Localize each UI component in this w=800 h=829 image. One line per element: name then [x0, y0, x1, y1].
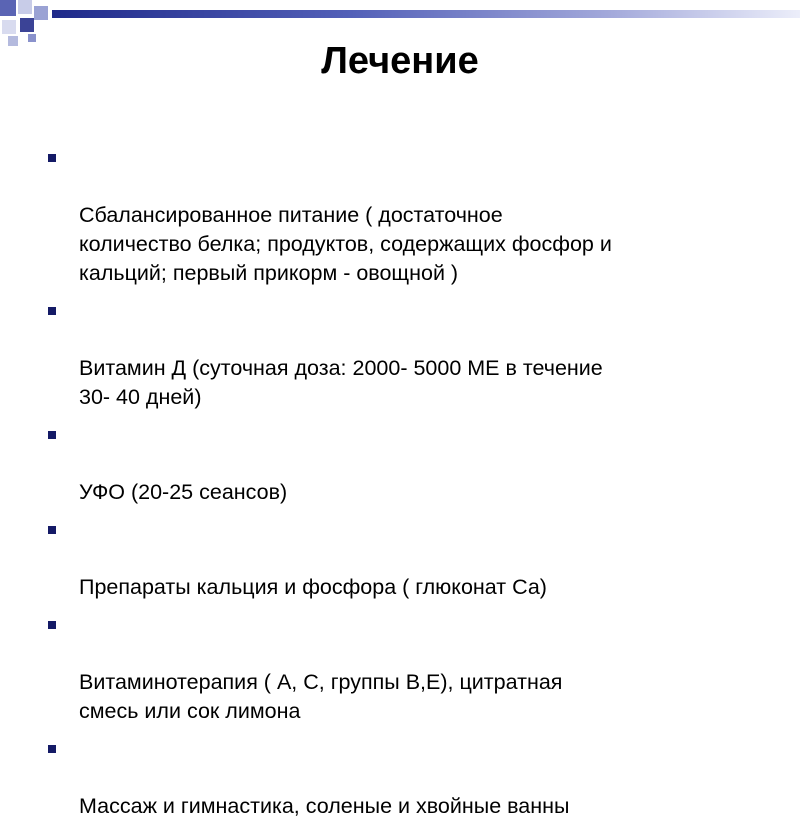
square-bullet-icon [48, 526, 56, 534]
square-bullet-icon [48, 154, 56, 162]
header-gradient-bar [52, 10, 800, 18]
bullet-text: Препараты кальция и фосфора ( глюконат Са) [79, 575, 547, 599]
bullet-item [40, 420, 760, 507]
bullet-text: Массаж и гимнастика, соленые и хвойные ванны [79, 794, 570, 818]
bullet-item [40, 515, 760, 602]
bullet-item [40, 143, 760, 288]
bullet-text: Витаминотерапия ( А, С, группы В,Е), цитратная смесь или сок лимона [79, 670, 563, 723]
bullet-item [40, 734, 760, 821]
decor-square [20, 18, 34, 32]
decor-square [0, 0, 16, 16]
square-bullet-icon [48, 307, 56, 315]
bullet-item [40, 610, 760, 726]
bullet-item [40, 296, 760, 412]
slide-title: Лечение [321, 40, 479, 82]
decor-square [34, 6, 48, 20]
square-bullet-icon [48, 621, 56, 629]
bullet-text: Витамин Д (суточная доза: 2000- 5000 МЕ в течение 30- 40 дней) [79, 356, 603, 409]
bullet-text: УФО (20-25 сеансов) [79, 480, 288, 504]
square-bullet-icon [48, 745, 56, 753]
decor-square [2, 20, 16, 34]
bullet-list [40, 143, 760, 829]
bullet-text: Сбалансированное питание ( достаточное количество белка; продуктов, содержащих фосфор и кальций; первый прикорм - овощной ) [79, 203, 612, 285]
square-bullet-icon [48, 431, 56, 439]
decor-square [18, 0, 32, 14]
